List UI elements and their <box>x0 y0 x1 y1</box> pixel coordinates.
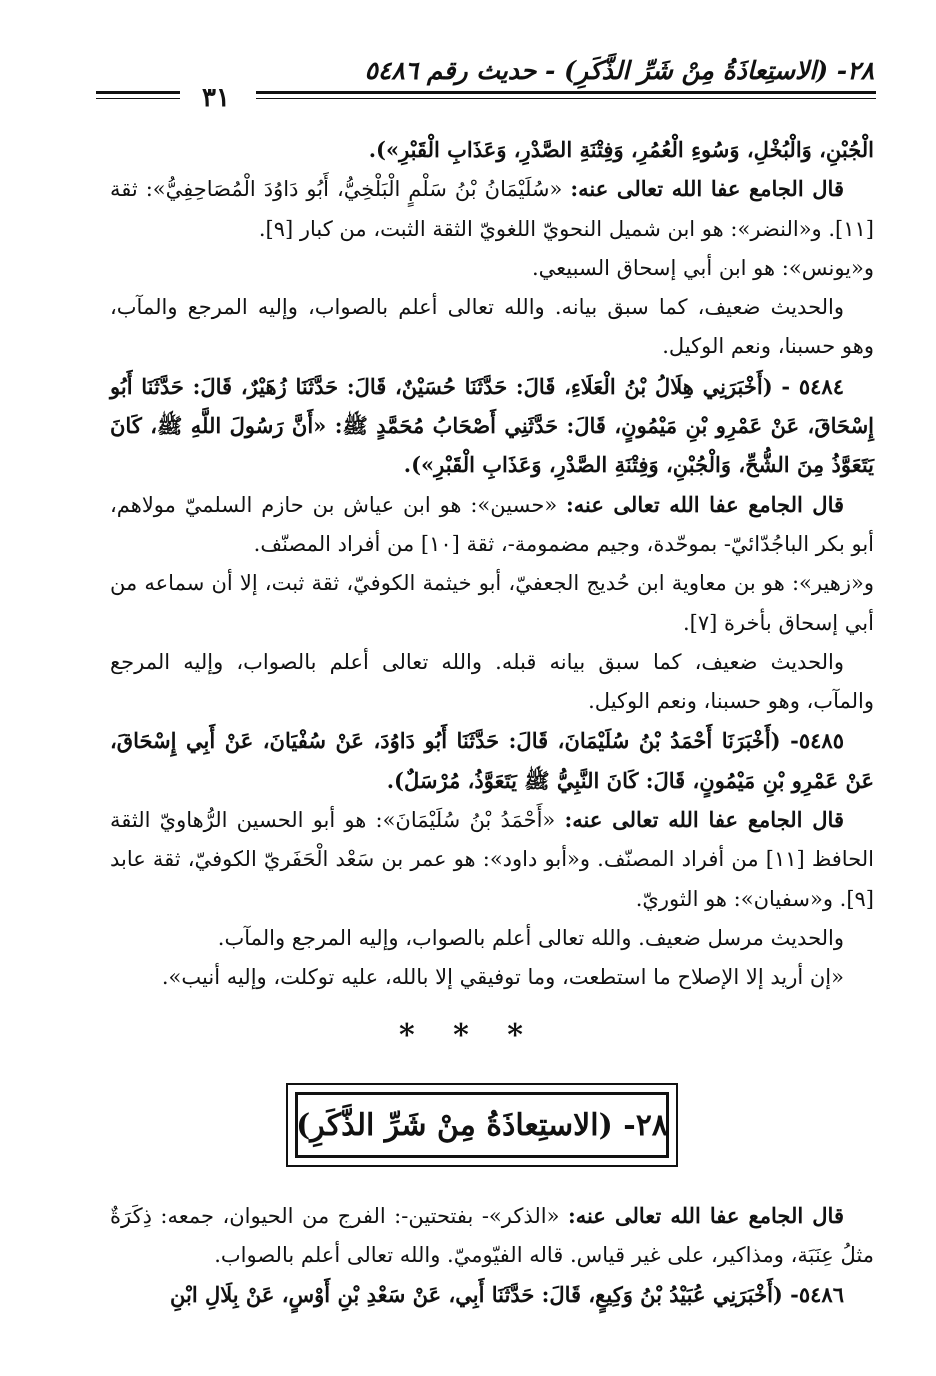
commentary-paragraph <box>110 485 874 565</box>
hadith-continuation: الْجُبْنِ، وَالْبُخْلِ، وَسُوءِ الْعُمُرِ، وَفِتْنَةِ الصَّدْرِ، وَعَذَابِ الْقَبْرِ»). <box>368 137 874 162</box>
commentary-text: «حسين»: هو ابن عياش بن حازم السلميّ مولاهم، أبو بكر الباجُدّائيّ- بموحّدة، وجيم مضمومة-، ثقة [١٠] من أفراد المصنّف. <box>110 492 874 556</box>
closing-quote: «إن أريد إلا الإصلاح ما استطعت، وما توفيقي إلا بالله، عليه توكلت، وإليه أنيب». <box>161 965 844 990</box>
header-rule-right <box>256 91 876 94</box>
chapter-text <box>110 1196 874 1314</box>
chapter-heading: ٢٨- (الاستِعاذَةُ مِنْ شَرِّ الذَّكَرِ) <box>295 1092 669 1158</box>
commentary-paragraph <box>110 169 874 249</box>
header-rule-right-thin <box>256 98 876 99</box>
commentary-lead: قال الجامع عفا الله تعالى عنه: <box>567 1203 844 1228</box>
header-rule-left <box>96 91 180 94</box>
hadith-5484: ٥٤٨٤ - (أَخْبَرَنِي هِلَالُ بْنُ الْعَلَاءِ، قَالَ: حَدَّثَنَا حُسَيْنٌ، قَالَ: حَدَّثَنَا زُهَيْرٌ، قَالَ: حَدَّثَنَا أَبُو إِسْحَاقَ، عَنْ عَمْرِو بْنِ مَيْمُونٍ، قَالَ: حَدَّثَنِي أَصْحَابُ مُحَمَّدٍ ﷺ: «أَنَّ رَسُولَ اللَّهِ ﷺ، كَانَ يَتَعَوَّذُ مِنَ الشُّحِّ، وَالْجُبْنِ، وَفِتْنَةِ الصَّدْرِ، وَعَذَابِ الْقَبْرِ»). <box>110 373 874 478</box>
narrator-note: و«زهير»: هو بن معاوية ابن حُديج الجعفيّ، أبو خيثمة الكوفيّ، ثقة ثبت، إلا أن سماعه من أبي إسحاق بأخرة [٧]. <box>110 571 874 635</box>
commentary-paragraph <box>110 800 874 919</box>
commentary-text: «سُلَيْمَانُ بْنُ سَلْمٍ الْبَلْخِيُّ، أَبُو دَاوُدَ الْمُصَاحِفِيُّ»: ثقة [١١]. و«النضر»: هو ابن شميل النحويّ اللغويّ الثقة الثبت، من كبار [٩]. <box>110 177 874 241</box>
commentary-lead: قال الجامع عفا الله تعالى عنه: <box>564 807 844 833</box>
commentary-lead: قال الجامع عفا الله تعالى عنه: <box>570 176 844 202</box>
ruling-paragraph: والحديث ضعيف، كما سبق بيانه قبله. والله تعالى أعلم بالصواب، وإليه المرجع والمآب، وهو حسبنا، ونعم الوكيل. <box>110 649 874 714</box>
commentary-text: «أَحْمَدُ بْنُ سُلَيْمَانَ»: هو أبو الحسين الرُّهاويّ الثقة الحافظ [١١] من أفراد المصنّف. و«أبو داود»: هو عمر بن سَعْد الْحَفَريّ الكوفيّ، ثقة عابد [٩]. و«سفيان»: هو الثوريّ. <box>110 808 874 911</box>
hadith-5486: ٥٤٨٦- (أَخْبَرَنِي عُبَيْدُ بْنُ وَكِيعٍ، قَالَ: حَدَّثَنَا أَبِي، عَنْ سَعْدِ بْنِ أَوْسٍ، عَنْ بِلَالِ ابْنِ <box>170 1282 844 1307</box>
page-number: ٣١ <box>202 83 230 113</box>
hadith-5485: ٥٤٨٥- (أَخْبَرَنَا أَحْمَدُ بْنُ سُلَيْمَانَ، قَالَ: حَدَّثَنَا أَبُو دَاوُدَ، عَنْ سُفْيَانَ، عَنْ أَبِي إِسْحَاقَ، عَنْ عَمْرِو بْنِ مَيْمُونٍ، قَالَ: كَانَ النَّبِيُّ ﷺ يَتَعَوَّذُ، مُرْسَلٌ). <box>110 728 874 793</box>
section-separator: * * * <box>399 1018 537 1053</box>
running-header-title: ٢٨- (الاستِعاذَةُ مِنْ شَرِّ الذَّكَرِ) - حديث رقم ٥٤٨٦ <box>364 56 874 85</box>
commentary-text: «الذكر»- بفتحتين-: الفرج من الحيوان، جمعه: ذِكَرَةٌ مثلُ عِنَبَة، ومذاكير، على غير قياس. قاله الفيّوميّ. والله تعالى أعلم بالصواب. <box>110 1204 874 1267</box>
ruling-paragraph: والحديث مرسل ضعيف. والله تعالى أعلم بالصواب، وإليه المرجع والمآب. <box>217 925 844 950</box>
chapter-heading-frame <box>286 1083 678 1167</box>
header-rule-left-thin <box>96 98 180 99</box>
main-text <box>110 130 874 998</box>
ruling-paragraph: والحديث ضعيف، كما سبق بيانه. والله تعالى أعلم بالصواب، وإليه المرجع والمآب، وهو حسبنا، ونعم الوكيل. <box>110 295 874 359</box>
commentary-lead: قال الجامع عفا الله تعالى عنه: <box>566 491 845 517</box>
narrator-note: و«يونس»: هو ابن أبي إسحاق السبيعي. <box>532 255 874 280</box>
commentary-paragraph <box>110 1196 874 1275</box>
